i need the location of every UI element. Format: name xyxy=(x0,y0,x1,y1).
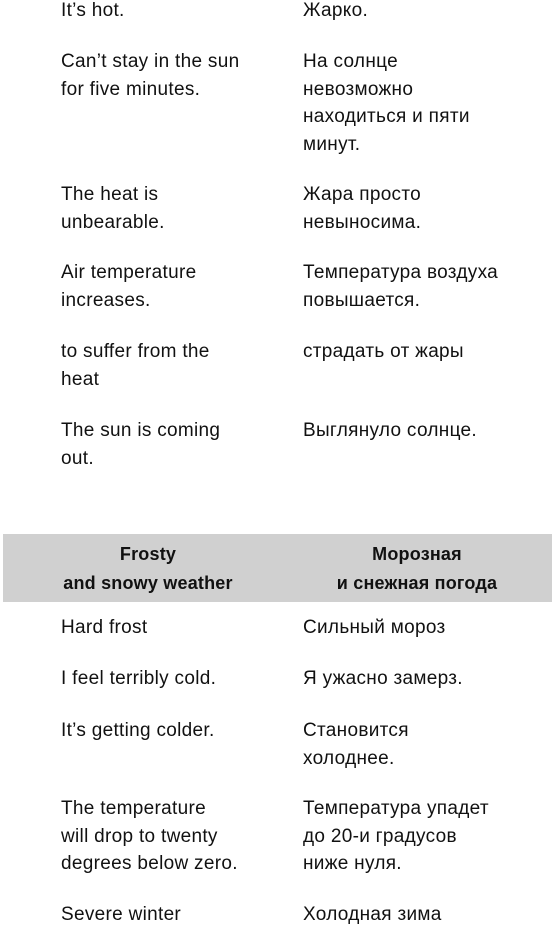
english-phrase: The sun is coming out. xyxy=(61,420,221,469)
russian-phrase: Выглянуло солнце. xyxy=(303,420,477,441)
russian-phrase: Сильный мороз xyxy=(303,617,446,638)
english-phrase: The temperature will drop to twenty degrees below zero. xyxy=(61,798,238,874)
english-phrase: I feel terribly cold. xyxy=(61,668,217,689)
russian-phrase: Температура воздуха повышается. xyxy=(303,262,499,311)
english-phrase: It’s getting colder. xyxy=(61,720,215,741)
russian-phrase: Становится холоднее. xyxy=(303,720,409,769)
english-phrase: to suffer from the heat xyxy=(61,341,210,390)
russian-phrase: Холодная зима xyxy=(303,904,442,925)
russian-phrase: Температура упадет до 20-и градусов ниже нуля. xyxy=(303,798,489,874)
english-phrase: Hard frost xyxy=(61,617,148,638)
english-phrase: It’s hot. xyxy=(61,0,125,21)
russian-phrase: Жара просто невыносима. xyxy=(303,184,422,233)
english-phrase: Can’t stay in the sun for five minutes. xyxy=(61,51,240,100)
russian-phrase: Я ужасно замерз. xyxy=(303,668,463,689)
section-header-english: Frosty and snowy weather xyxy=(63,544,233,593)
english-phrase: Air temperature increases. xyxy=(61,262,197,311)
english-phrase: Severe winter xyxy=(61,904,182,925)
russian-phrase: На солнце невозможно находиться и пяти минут. xyxy=(303,51,470,155)
russian-phrase: Жарко. xyxy=(303,0,369,21)
section-header-russian: Морозная и снежная погода xyxy=(336,544,498,593)
russian-phrase: страдать от жары xyxy=(303,341,464,362)
english-phrase: The heat is unbearable. xyxy=(61,184,165,233)
section-header-frosty xyxy=(3,534,552,602)
